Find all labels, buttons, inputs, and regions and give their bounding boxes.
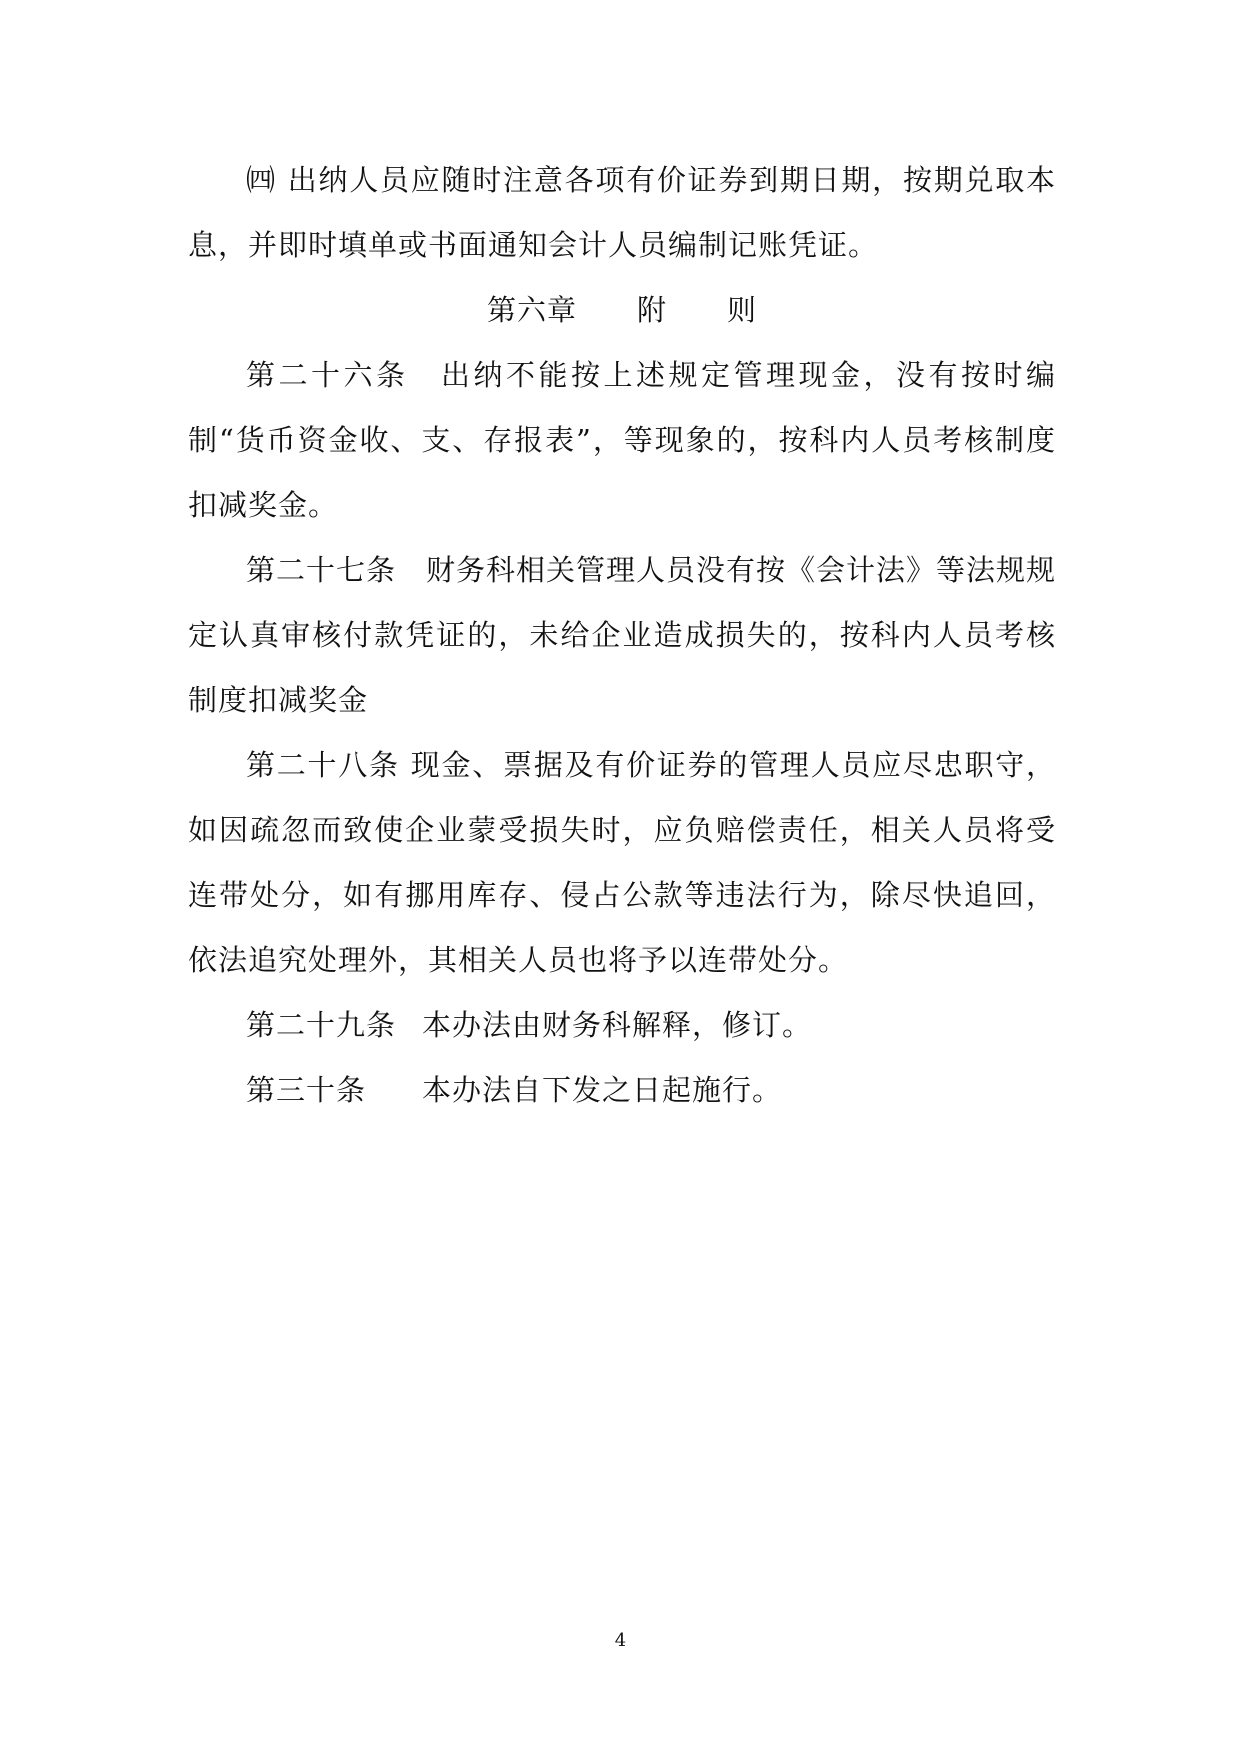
article-29 xyxy=(188,993,1056,1058)
article-27: 第二十七条 财务科相关管理人员没有按《会计法》等法规规定认真审核付款凭证的，未给企业造成损失的，按科内人员考核制度扣减奖金 xyxy=(188,553,1057,717)
page-number: 4 xyxy=(614,1630,627,1651)
article-30-number: 第三十条 xyxy=(246,1073,367,1107)
article-30-text: 本办法自下发之日起施行。 xyxy=(422,1073,783,1107)
chapter-heading: 第六章 附 则 xyxy=(486,293,757,327)
article-30 xyxy=(188,1058,1056,1123)
paragraph-item-4: ㈣ 出纳人员应随时注意各项有价证券到期日期，按期兑取本息，并即时填单或书面通知会计人员编制记账凭证。 xyxy=(188,163,1056,262)
article-29-text: 本办法由财务科解释，修订。 xyxy=(422,1008,813,1042)
document-body xyxy=(188,148,1056,1123)
article-26: 第二十六条 出纳不能按上述规定管理现金，没有按时编制“货币资金收、支、存报表”，等现象的，按科内人员考核制度扣减奖金。 xyxy=(188,358,1056,522)
article-29-number: 第二十九条 xyxy=(246,1008,397,1042)
article-28: 第二十八条 现金、票据及有价证券的管理人员应尽忠职守，如因疏忽而致使企业蒙受损失时，应负赔偿责任，相关人员将受连带处分，如有挪用库存、侵占公款等违法行为，除尽快追回，依法追究处理外，其相关人员也将予以连带处分。 xyxy=(188,748,1056,977)
